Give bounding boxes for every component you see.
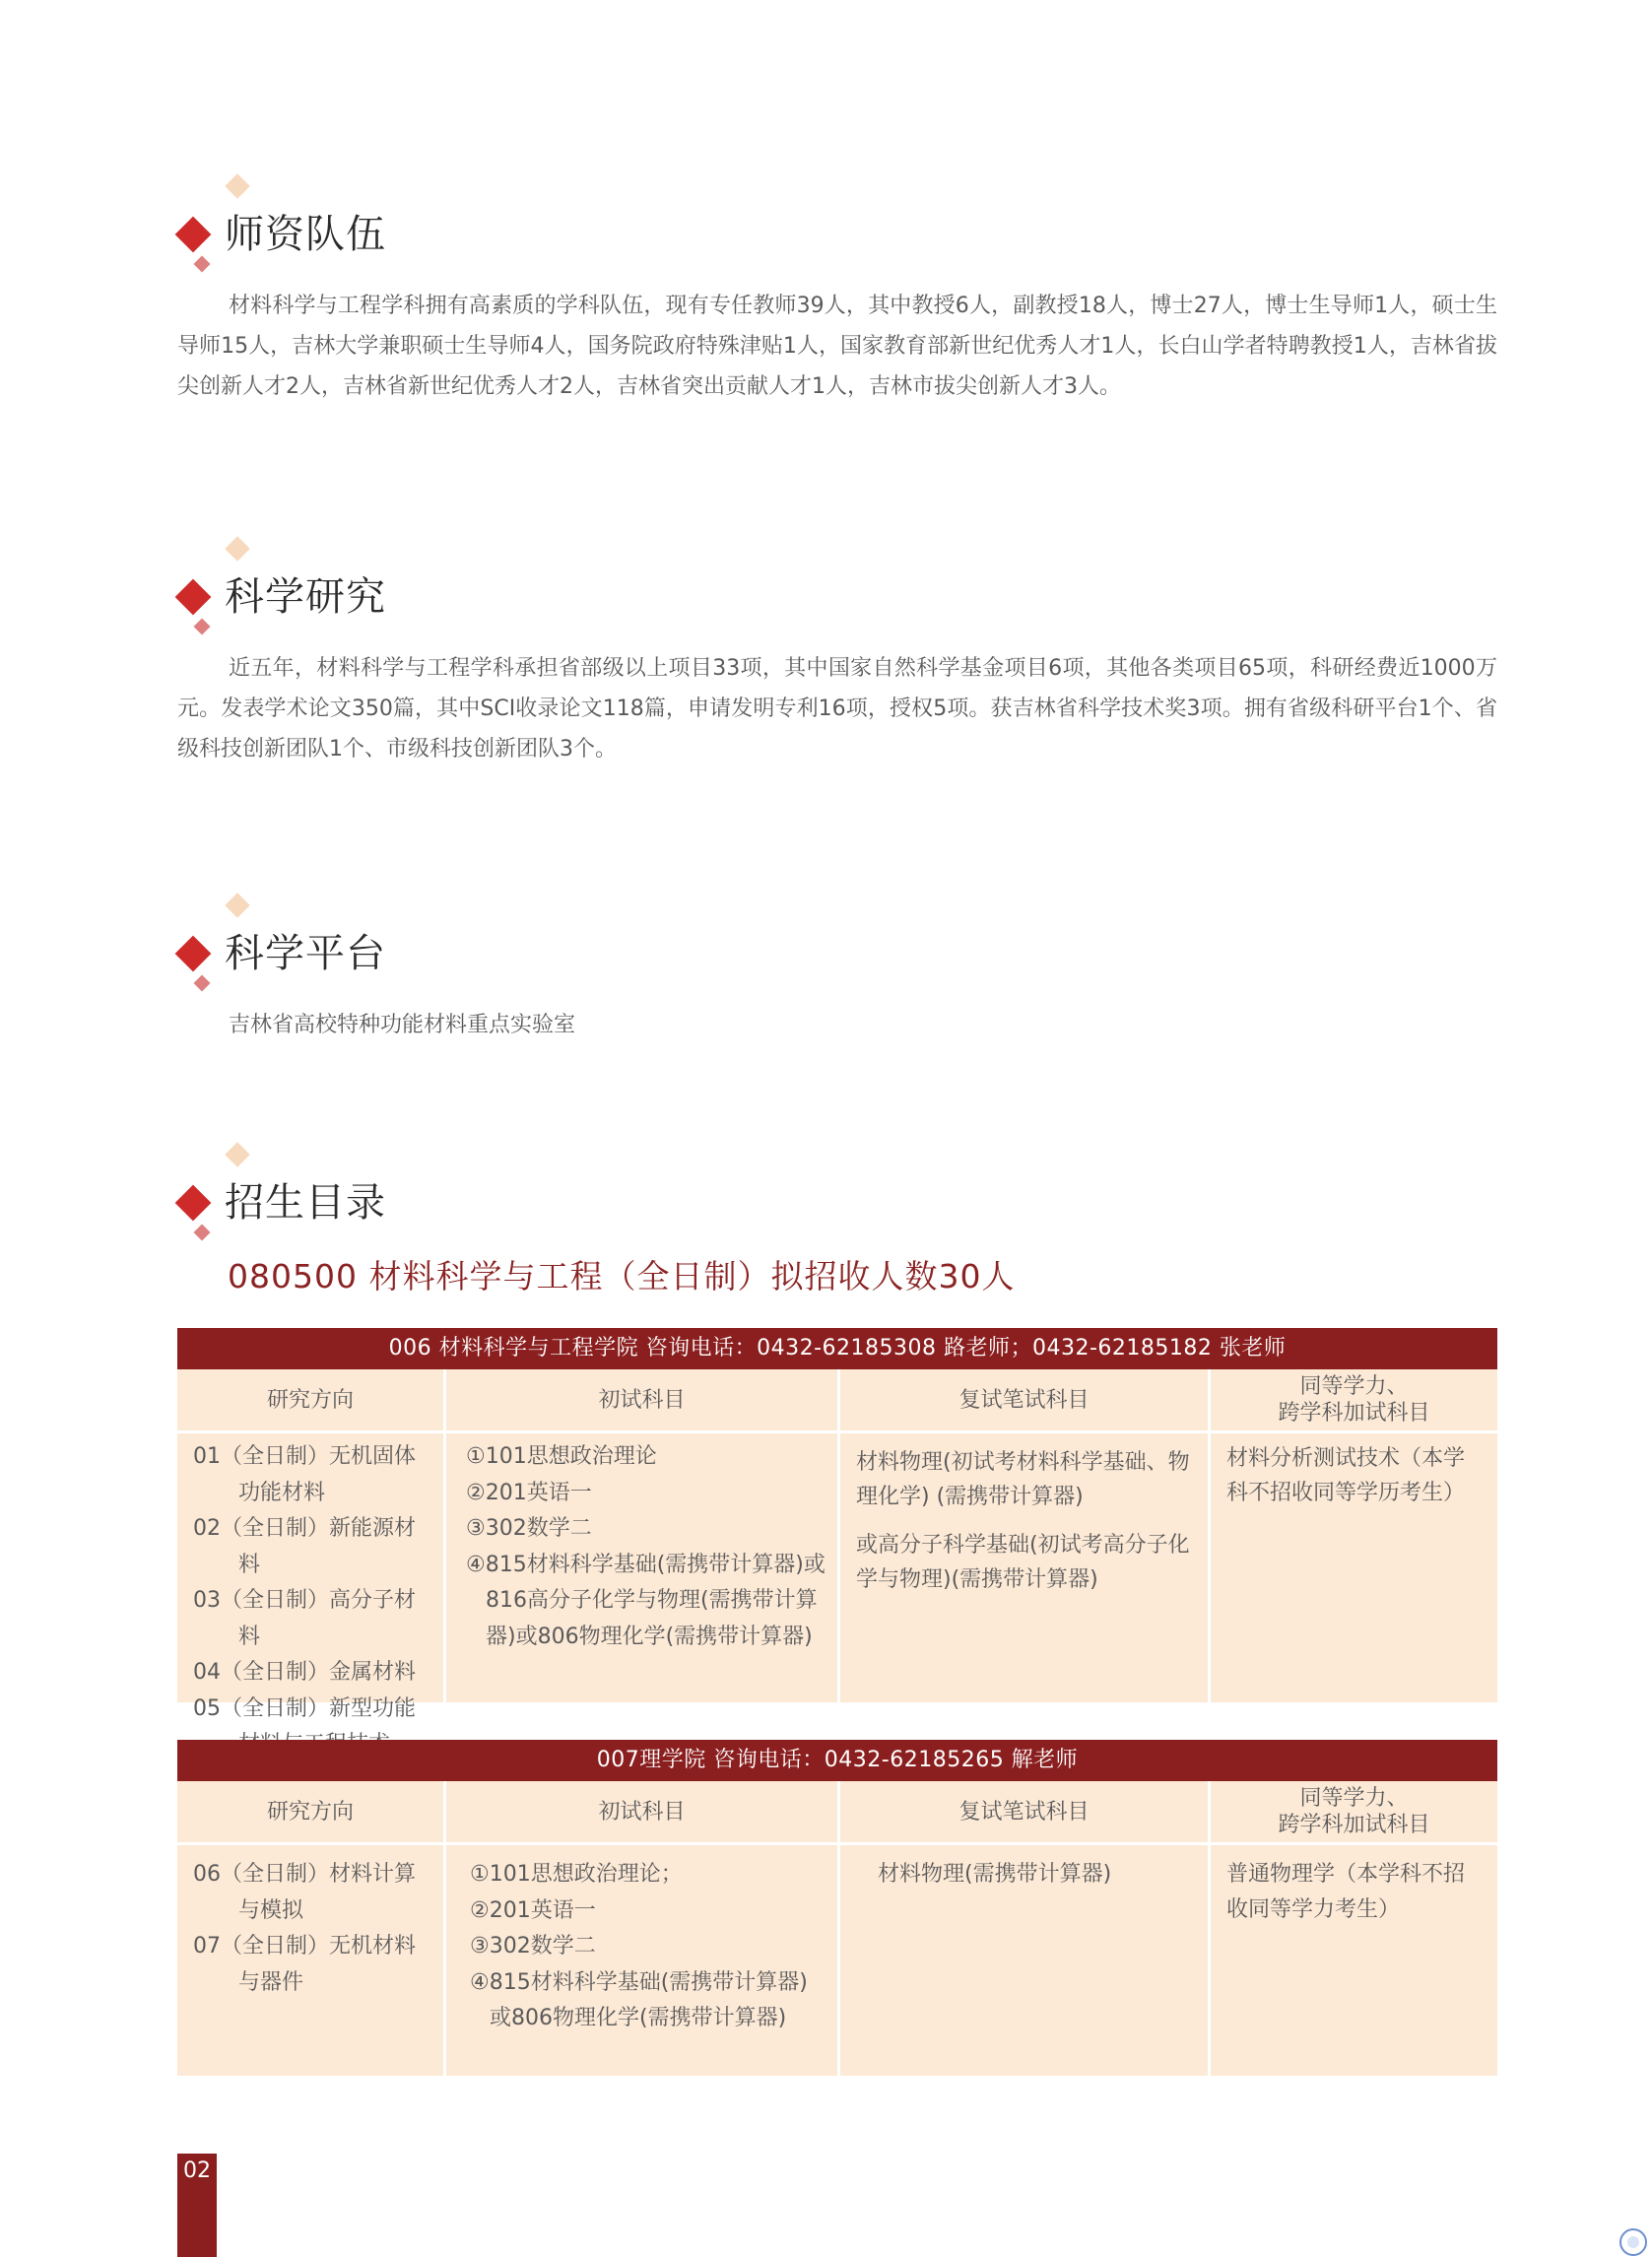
diamond-decoration-icon xyxy=(194,256,211,273)
list-item: ④815材料科学基础(需携带计算器)或806物理化学(需携带计算器) xyxy=(470,1969,808,2030)
admissions-section xyxy=(177,1146,1497,1254)
platform-text: 吉林省高校特种功能材料重点实验室 xyxy=(229,1013,576,1037)
column-header-extra-line: 跨学科加试科目 xyxy=(1278,1813,1430,1837)
admissions-table-007 xyxy=(177,1740,1497,2079)
list-item: 01（全日制）无机固体功能材料 xyxy=(193,1444,416,1505)
table-header: 006 材料科学与工程学院 咨询电话：0432-62185308 路老师；0432-62185182 张老师 xyxy=(177,1328,1497,1369)
list-item: ②201英语一 xyxy=(466,1480,592,1505)
section-title: 科学平台 xyxy=(225,931,386,976)
section-header xyxy=(177,1146,1497,1254)
diamond-decoration-icon xyxy=(194,975,211,992)
list-item: 03（全日制）高分子材料 xyxy=(193,1588,416,1649)
major-heading: 080500 材料科学与工程（全日制）拟招收人数30人 xyxy=(228,1257,1016,1295)
diamond-decoration-icon xyxy=(225,1142,249,1166)
section-header xyxy=(177,896,1497,1005)
platform-section xyxy=(177,896,1497,1045)
directions-cell xyxy=(177,1433,446,1721)
column-header-extra xyxy=(1211,1781,1497,1845)
admissions-table-006 xyxy=(177,1328,1497,1721)
research-text: 近五年，材料科学与工程学科承担省部级以上项目33项，其中国家自然科学基金项目6项，其他各类项目65项，科研经费近1000万元。发表学术论文350篇，其中SCI收录论文118篇，申请发明专利16项，授权5项。获吉林省科学技术奖3项。拥有省级科研平台1个、省级科技创新团队1个、市级科技创新团队3个。 xyxy=(177,656,1497,762)
extra-subjects-cell: 普通物理学（本学科不招收同等学力考生） xyxy=(1211,1845,1497,2079)
page-number: 02 xyxy=(177,2154,217,2257)
list-item: 04（全日制）金属材料 xyxy=(193,1660,416,1685)
list-item: ②201英语一 xyxy=(470,1897,596,1923)
table-grid xyxy=(177,1369,1497,1721)
diamond-bullet-icon xyxy=(175,579,212,616)
section-title: 科学研究 xyxy=(225,574,386,620)
section-header xyxy=(177,177,1497,286)
table-grid xyxy=(177,1781,1497,2079)
list-item: ③302数学二 xyxy=(466,1516,592,1541)
list-item: ①101思想政治理论 xyxy=(466,1444,657,1469)
initial-subjects-cell xyxy=(446,1433,840,1705)
diamond-decoration-icon xyxy=(225,536,249,561)
section-header xyxy=(177,540,1497,648)
column-header-direction: 研究方向 xyxy=(177,1781,446,1845)
list-item: 07（全日制）无机材料与器件 xyxy=(193,1934,416,1995)
column-header-initial: 初试科目 xyxy=(446,1781,840,1845)
column-header-extra-line: 同等学力、 xyxy=(1299,1374,1409,1399)
diamond-decoration-icon xyxy=(194,619,211,635)
column-header-extra-line: 跨学科加试科目 xyxy=(1278,1401,1430,1426)
retest-subjects-cell: 材料物理(需携带计算器) xyxy=(840,1845,1211,2079)
column-header-extra-line: 同等学力、 xyxy=(1299,1786,1409,1811)
list-item: 或高分子科学基础(初试考高分子化学与物理)(需携带计算器) xyxy=(856,1533,1190,1592)
directions-cell xyxy=(177,1845,446,2079)
column-header-initial: 初试科目 xyxy=(446,1369,840,1433)
section-title: 招生目录 xyxy=(225,1180,386,1226)
section-title: 师资队伍 xyxy=(225,212,386,257)
diamond-decoration-icon xyxy=(225,893,249,917)
list-item: 05（全日制）新型功能 xyxy=(193,1695,416,1721)
diamond-decoration-icon xyxy=(225,173,249,198)
list-item: ④815材料科学基础(需携带计算器)或816高分子化学与物理(需携带计算器)或806物理化学(需携带计算器) xyxy=(466,1552,826,1649)
list-item: 02（全日制）新能源材料 xyxy=(193,1516,416,1577)
diamond-decoration-icon xyxy=(194,1225,211,1241)
faculty-section xyxy=(177,177,1497,407)
table-header: 007理学院 咨询电话：0432-62185265 解老师 xyxy=(177,1740,1497,1781)
list-item: 06（全日制）材料计算与模拟 xyxy=(193,1862,416,1923)
column-header-retest: 复试笔试科目 xyxy=(840,1781,1211,1845)
diamond-bullet-icon xyxy=(175,1185,212,1222)
list-item: 材料物理(初试考材料科学基础、物理化学) (需携带计算器) xyxy=(856,1450,1190,1509)
column-header-retest: 复试笔试科目 xyxy=(840,1369,1211,1433)
diamond-bullet-icon xyxy=(175,936,212,972)
faculty-text: 材料科学与工程学科拥有高素质的学科队伍，现有专任教师39人，其中教授6人，副教授18人，博士27人，博士生导师1人，硕士生导师15人，吉林大学兼职硕士生导师4人，国务院政府特殊津贴1人，国家教育部新世纪优秀人才1人，长白山学者特聘教授1人，吉林省拔尖创新人才2人，吉林省新世纪优秀人才2人，吉林省突出贡献人才1人，吉林市拔尖创新人才3人。 xyxy=(177,294,1497,399)
initial-subjects-cell xyxy=(446,1845,840,2079)
extra-subjects-cell: 材料分析测试技术（本学科不招收同等学历考生） xyxy=(1211,1433,1497,1705)
diamond-bullet-icon xyxy=(175,217,212,253)
research-section xyxy=(177,540,1497,769)
column-header-direction: 研究方向 xyxy=(177,1369,446,1433)
retest-subjects-cell xyxy=(840,1433,1211,1705)
seal-icon xyxy=(1619,2228,1647,2256)
list-item: ①101思想政治理论； xyxy=(470,1862,683,1887)
column-header-extra xyxy=(1211,1369,1497,1433)
list-item: ③302数学二 xyxy=(470,1934,596,1958)
